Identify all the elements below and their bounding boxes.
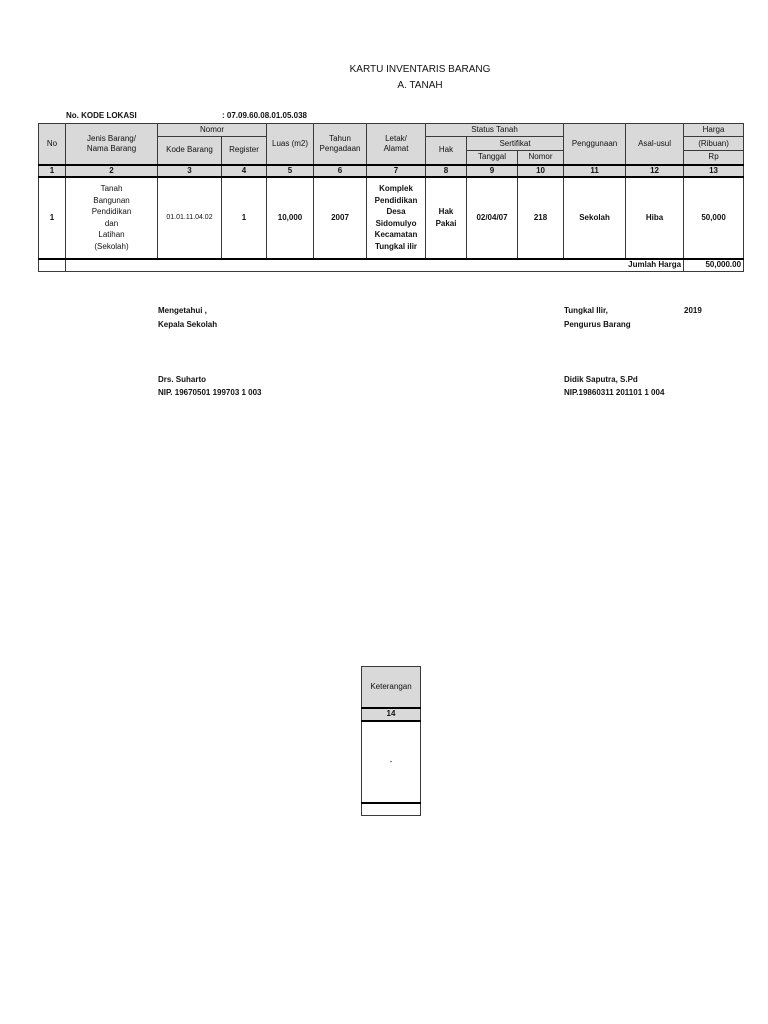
total-no-cell	[39, 259, 66, 272]
header-nomor-sertifikat: Nomor	[518, 151, 564, 165]
column-number: 3	[158, 165, 222, 177]
kode-lokasi-value: : 07.09.60.08.01.05.038	[222, 111, 307, 120]
cell-kode-barang: 01.01.11.04.02	[158, 177, 222, 259]
signature-left-nip: NIP. 19670501 199703 1 003	[158, 388, 262, 397]
keterangan-number-row	[362, 708, 421, 721]
signature-right-nip: NIP.19860311 201101 1 004	[564, 388, 665, 397]
cell-harga: 50,000	[684, 177, 744, 259]
column-number: 6	[314, 165, 367, 177]
column-number: 5	[267, 165, 314, 177]
column-number: 4	[222, 165, 267, 177]
header-tahun: Tahun Pengadaan	[314, 124, 367, 165]
cell-luas: 10,000	[267, 177, 314, 259]
cell-register: 1	[222, 177, 267, 259]
column-number: 8	[426, 165, 467, 177]
cell-no: 1	[39, 177, 66, 259]
header-hak: Hak	[426, 137, 467, 165]
header-harga: Harga	[684, 124, 744, 137]
cell-tahun: 2007	[314, 177, 367, 259]
cell-asal-usul: Hiba	[626, 177, 684, 259]
cell-letak: Komplek Pendidikan Desa Sidomulyo Kecamatan Tungkal ilir	[367, 177, 426, 259]
column-number-row	[39, 165, 744, 177]
signature-right-year: 2019	[684, 306, 702, 315]
cell-keterangan: -	[362, 721, 421, 803]
header-harga-unit: (Ribuan)	[684, 137, 744, 151]
header-letak: Letak/ Alamat	[367, 124, 426, 165]
column-number: 7	[367, 165, 426, 177]
header-tanggal: Tanggal	[467, 151, 518, 165]
signature-right-role: Pengurus Barang	[564, 320, 631, 329]
header-jenis-barang: Jenis Barang/ Nama Barang	[66, 124, 158, 165]
keterangan-total-cell	[362, 803, 421, 816]
header-nomor: Nomor	[158, 124, 267, 137]
cell-nomor-sertifikat: 218	[518, 177, 564, 259]
column-number: 12	[626, 165, 684, 177]
header-keterangan: Keterangan	[362, 667, 421, 708]
header-harga-currency: Rp	[684, 151, 744, 165]
header-register: Register	[222, 137, 267, 165]
total-label: Jumlah Harga	[66, 259, 684, 272]
column-number: 1	[39, 165, 66, 177]
cell-hak: Hak Pakai	[426, 177, 467, 259]
total-row	[39, 259, 744, 272]
table-row	[39, 177, 744, 259]
inventory-table	[38, 123, 744, 272]
cell-tanggal: 02/04/07	[467, 177, 518, 259]
column-number: 9	[467, 165, 518, 177]
header-row-1	[39, 124, 744, 137]
signature-left-role: Kepala Sekolah	[158, 320, 218, 329]
keterangan-total-row	[362, 803, 421, 816]
column-number: 14	[362, 708, 421, 721]
header-sertifikat: Sertifikat	[467, 137, 564, 151]
cell-penggunaan: Sekolah	[564, 177, 626, 259]
keterangan-header-row	[362, 667, 421, 708]
header-asal-usul: Asal-usul	[626, 124, 684, 165]
cell-jenis-barang: Tanah Bangunan Pendidikan dan Latihan (Sekolah)	[66, 177, 158, 259]
signature-left-line1: Mengetahui ,	[158, 306, 207, 315]
column-number: 2	[66, 165, 158, 177]
signature-left-name: Drs. Suharto	[158, 375, 207, 384]
column-number: 10	[518, 165, 564, 177]
header-penggunaan: Penggunaan	[564, 124, 626, 165]
keterangan-table	[361, 666, 421, 816]
document-title: KARTU INVENTARIS BARANG	[349, 64, 491, 75]
header-status-tanah: Status Tanah	[426, 124, 564, 137]
signature-right-name: Didik Saputra, S.Pd	[564, 375, 638, 384]
header-kode-barang: Kode Barang	[158, 137, 222, 165]
column-number: 13	[684, 165, 744, 177]
total-value: 50,000.00	[684, 259, 744, 272]
header-no: No	[39, 124, 66, 165]
keterangan-data-row	[362, 721, 421, 803]
column-number: 11	[564, 165, 626, 177]
signature-right-place: Tungkal Ilir,	[564, 306, 608, 315]
document-subtitle: A. TANAH	[397, 80, 443, 91]
header-luas: Luas (m2)	[267, 124, 314, 165]
kode-lokasi-label: No. KODE LOKASI	[66, 111, 137, 120]
